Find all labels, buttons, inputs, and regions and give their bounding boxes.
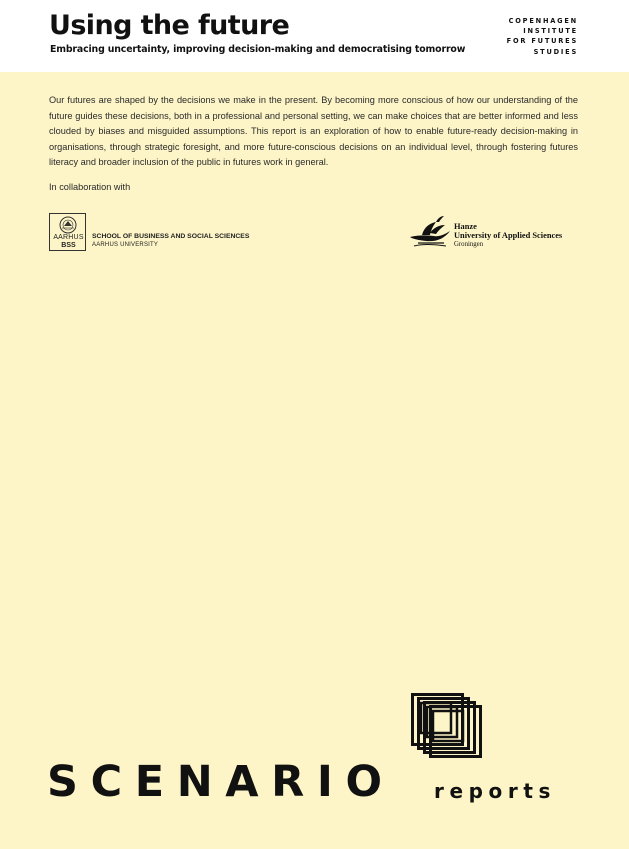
institute-line: STUDIES (533, 47, 578, 56)
header-bar (0, 0, 629, 72)
page-subtitle: Embracing uncertainty, improving decision-making and democratising tomorrow (50, 44, 466, 55)
university-seal-icon (58, 216, 78, 234)
hanze-city: Groningen (454, 241, 484, 248)
aarhus-logo-box (49, 213, 86, 251)
institute-line: INSTITUTE (523, 27, 578, 36)
aarhus-school-name: SCHOOL OF BUSINESS AND SOCIAL SCIENCES (92, 233, 250, 240)
series-suffix: reports (434, 779, 557, 803)
nested-squares-icon (411, 693, 485, 761)
page-title: Using the future (49, 10, 290, 41)
aarhus-wordmark: AARHUS (53, 234, 84, 241)
institute-line: FOR FUTURES (506, 37, 578, 46)
aarhus-abbreviation: BSS (61, 242, 76, 249)
institute-logo-text (507, 16, 578, 57)
hanze-logo (408, 213, 583, 253)
institute-line: COPENHAGEN (508, 17, 578, 25)
series-name: SCENARIO (47, 757, 395, 807)
collaboration-label: In collaboration with (49, 182, 131, 192)
intro-paragraph: Our futures are shaped by the decisions we make in the present. By becoming more conscious of how our understanding of the future guides these decisions, both in a professional and personal setting, we can make choices that are better informed and less clouded by biases and misguided assumptions. This report is an exploration of how to enable future-ready decision-making in organisations, through strategic foresight, and more future-conscious decisions on an individual level, through fostering futures literacy and broader inclusion of the public in futures work in general. (49, 95, 578, 167)
aarhus-bss-logo (49, 213, 249, 253)
hanze-full-name: University of Applied Sciences (454, 231, 563, 240)
hanze-name: Hanze (454, 222, 477, 231)
aarhus-university-name: AARHUS UNIVERSITY (92, 242, 159, 248)
swan-ship-icon (408, 213, 452, 249)
